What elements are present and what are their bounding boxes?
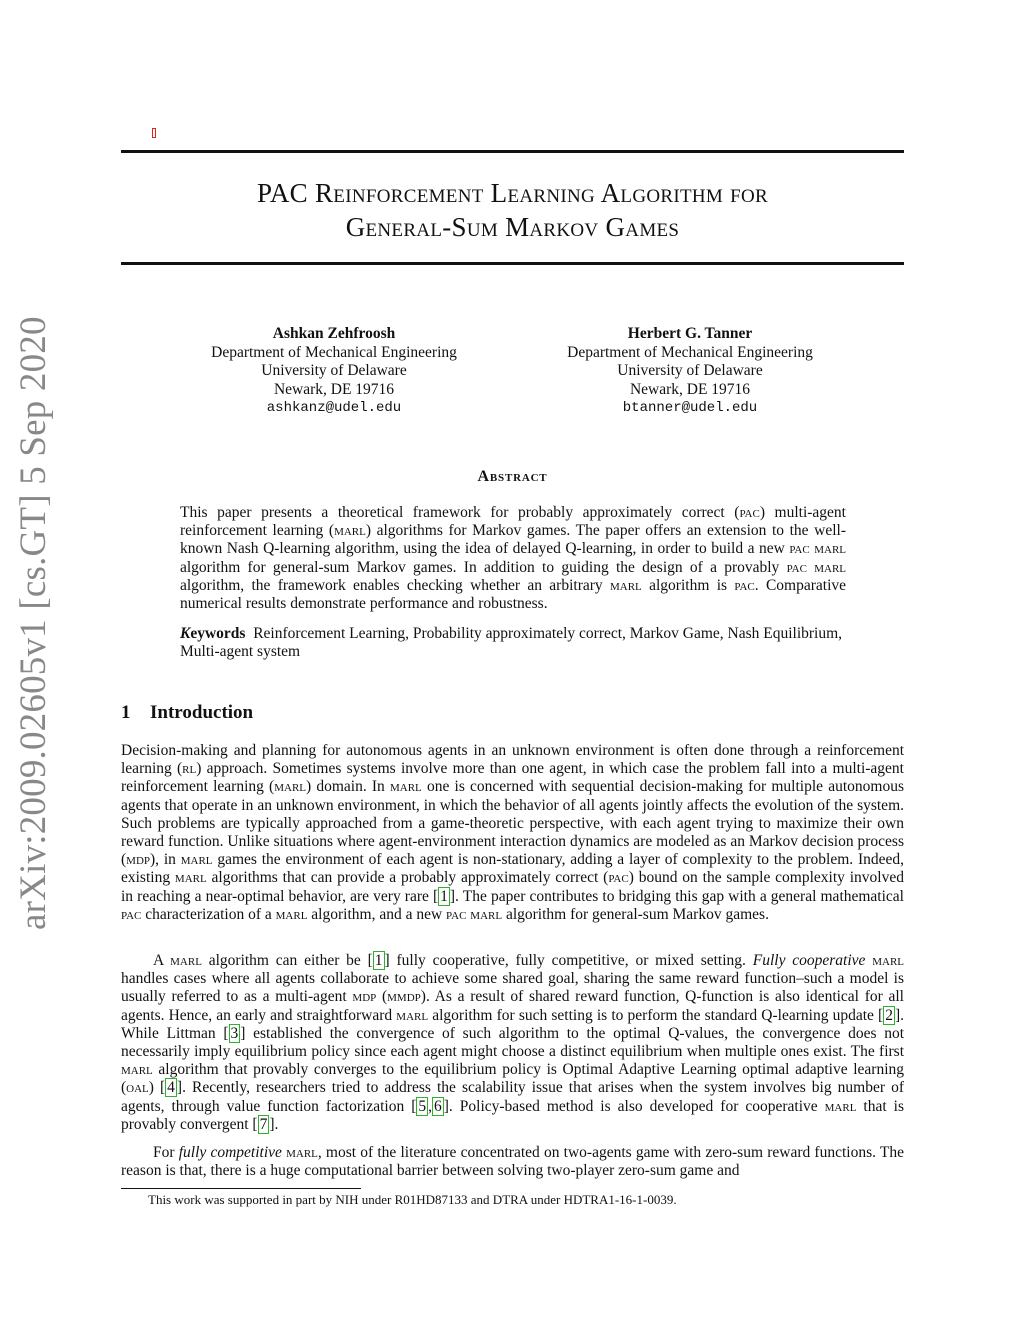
keywords: [180, 625, 846, 661]
author-block-1: [184, 325, 484, 418]
citation-link[interactable]: 7: [259, 1115, 268, 1133]
author-email[interactable]: btanner@udel.edu: [622, 400, 758, 416]
citation-link[interactable]: 3: [230, 1024, 239, 1042]
title-line-1: PAC Reinforcement Learning Algorithm for: [257, 178, 768, 208]
keywords-label: Keywords: [180, 625, 246, 642]
author-city: Newark, DE 19716: [629, 380, 751, 398]
section-heading-introduction: 1 Introduction: [121, 702, 254, 723]
citation-link[interactable]: 4: [167, 1079, 175, 1097]
author-university: University of Delaware: [617, 362, 763, 379]
author-university: University of Delaware: [261, 362, 407, 379]
arxiv-sidebar-id: arXiv:2009.02605v1 [cs.GT] 5 Sep 2020: [13, 316, 54, 930]
footnote: This work was supported in part by NIH under R01HD87133 and DTRA under HDTRA1-16-1-0039.: [148, 1192, 677, 1207]
citation-link[interactable]: 2: [885, 1006, 893, 1024]
abstract-heading: Abstract: [477, 468, 548, 485]
keywords-text: Reinforcement Learning, Probability approximately correct, Markov Game, Nash Equilibrium, Multi-agent system: [180, 625, 843, 661]
intro-paragraph-1: Decision-making and planning for autonomous agents in an unknown environment is often done through a reinforcement learning (rl) approach. Sometimes systems involve more than one agent, in which case the problem fall into a multi-agent reinforcement learning (marl) domain. In marl one is concerned with sequential decision-making for multiple autonomous agents that operate in an unknown environment, in which the behavior of all agents jointly affects the evolution of the system. Such problems are typically approached from a game-theoretic perspective, with each agent trying to maximize their own reward function. Unlike situations where agent-environment interaction dynamics are modeled as an Markov decision process (mdp), in marl games the environment of each agent is non-stationary, adding a layer of complexity to the problem. Indeed, existing marl algorithms that can provide a probably approximately correct (pac) bound on the sample complexity involved in reaching a near-optimal behavior, are very rare [ 1 ]. The paper contributes to bridging this gap with a general mathematical pac characterization of a marl algorithm, and a new pac marl algorithm for general-sum Markov games.: [121, 742, 904, 923]
intro-paragraph-3: For fully competitive marl, most of the literature concentrated on two-agents game with zero-sum reward functions. The reason is that, there is a huge computational barrier between solving two-player zero-sum game and: [121, 1144, 904, 1180]
author-city: Newark, DE 19716: [273, 380, 395, 398]
citation-link[interactable]: 5: [418, 1097, 427, 1115]
author-name: Ashkan Zehfroosh: [272, 325, 396, 342]
intro-paragraph-2: A marl algorithm can either be [ 1 ] fully cooperative, fully competitive, or mixed setting. Fully cooperative marl handles cases where all agents collaborate to achieve some shared goal, sharing the same reward function–such a model is usually referred to as a multi-agent mdp (mmdp). As a result of shared reward function, Q-function is also identical for all agents. Hence, an early and straightforward marl algorithm for such setting is to perform the standard Q-learning update [ 2 ]. While Littman [ 3 ] established the convergence of such algorithm to the optimal Q-values, the convergence does not necessarily imply equilibrium policy since each agent might choose a distinct equilibrium when multiple ones exist. The first marl algorithm that provably converges to the equilibrium policy is Optimal Adaptive Learning optimal adaptive learning (oal) [ 4 ]. Recently, researchers tried to address the scalability issue that arises when the system involves big number of agents, through value function factorization [ 5 , 6 ]. Policy-based method is also developed for cooperative marl that is provably convergent [ 7 ].: [121, 952, 905, 1133]
author-department: Department of Mechanical Engineering: [211, 343, 457, 361]
citation-link[interactable]: 1: [440, 887, 448, 905]
author-department: Department of Mechanical Engineering: [567, 343, 813, 361]
paper-title: [121, 176, 904, 244]
abstract-text: This paper presents a theoretical framework for probably approximately correct (pac) multi-agent reinforcement learning (marl) algorithms for Markov games. The paper offers an extension to the well-known Nash Q-learning algorithm, using the idea of delayed Q-learning, in order to build a new pac marl algorithm for general-sum Markov games. In addition to guiding the design of a provably pac marl algorithm, the framework enables checking whether an arbitrary marl algorithm is pac. Comparative numerical results demonstrate performance and robustness.: [180, 504, 847, 613]
author-block-2: [540, 325, 840, 418]
red-marker-icon: [152, 128, 156, 138]
title-bottom-rule: [121, 262, 904, 265]
citation-link[interactable]: 6: [433, 1097, 442, 1115]
citation-link[interactable]: 1: [374, 952, 383, 969]
footnote-rule: [121, 1188, 361, 1189]
title-top-rule: [121, 150, 904, 153]
title-line-2: General-Sum Markov Games: [345, 212, 680, 242]
author-email[interactable]: ashkanz@udel.edu: [266, 400, 402, 416]
author-name: Herbert G. Tanner: [627, 325, 753, 342]
